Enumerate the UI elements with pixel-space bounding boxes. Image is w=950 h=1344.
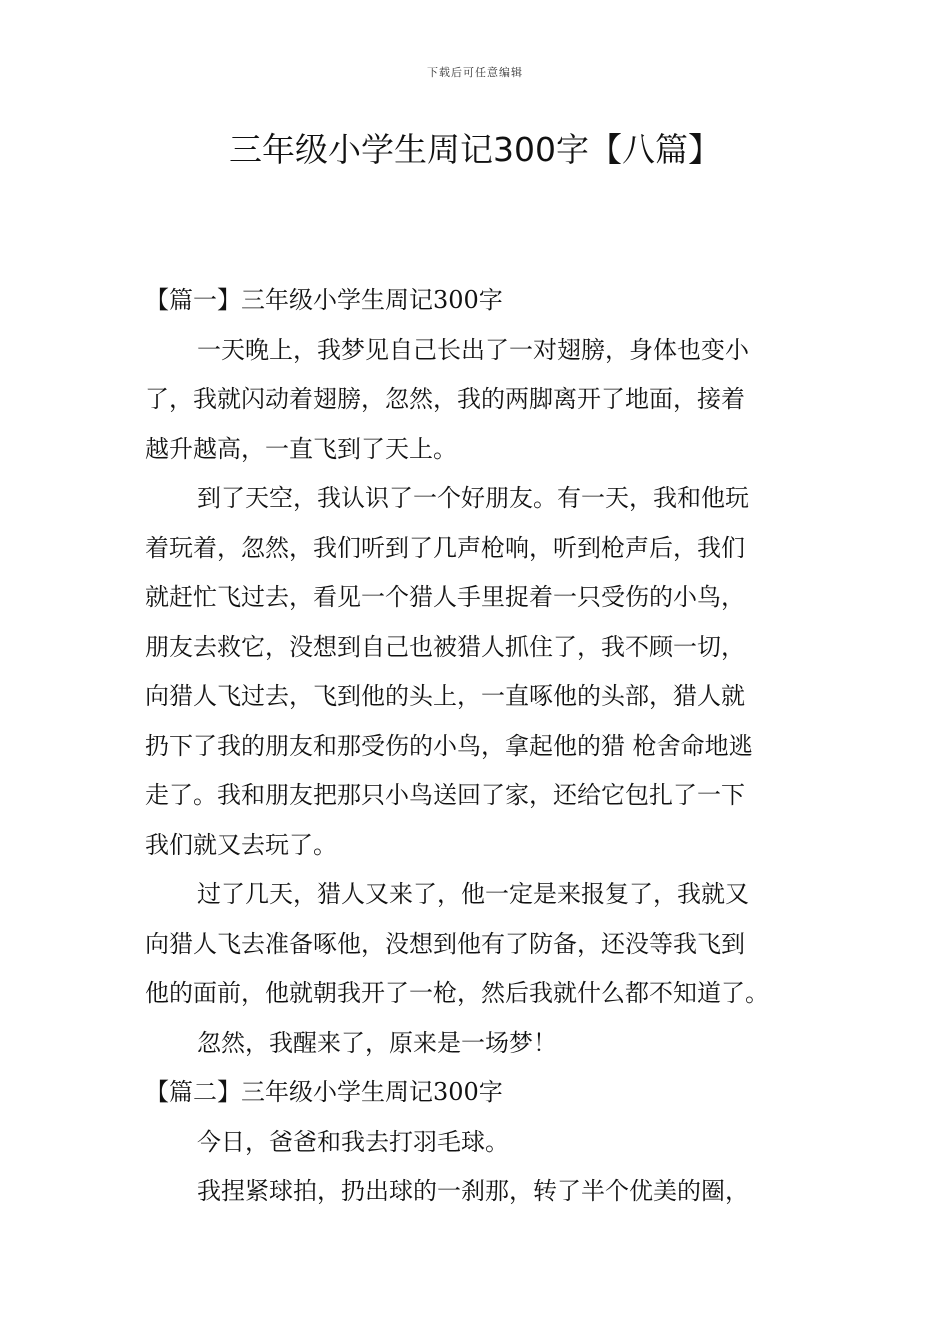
text-line: 越升越高，一直飞到了天上。 <box>145 434 457 463</box>
paragraph <box>145 1019 810 1069</box>
paragraph <box>145 870 810 1019</box>
header-note: 下载后可任意编辑 <box>427 66 523 79</box>
text-line: 我们就又去玩了。 <box>145 830 337 859</box>
text-line: 今日，爸爸和我去打羽毛球。 <box>197 1127 509 1156</box>
text-line: 一天晚上，我梦见自己长出了一对翅膀，身体也变小 <box>197 335 749 364</box>
section-2 <box>145 1068 810 1217</box>
text-line: 向猎人飞去准备啄他，没想到他有了防备，还没等我飞到 <box>145 929 745 958</box>
text-line: 朋友去救它，没想到自己也被猎人抓住了，我不顾一切， <box>145 632 745 661</box>
document-title: 三年级小学生周记300字【八篇】 <box>229 130 721 169</box>
paragraph <box>145 1118 810 1168</box>
paragraph <box>145 326 810 475</box>
text-line: 忽然，我醒来了，原来是一场梦！ <box>197 1028 557 1057</box>
text-line: 走了。我和朋友把那只小鸟送回了家，还给它包扎了一下 <box>145 781 745 809</box>
text-line: 到了天空，我认识了一个好朋友。有一天，我和他玩 <box>197 484 749 512</box>
text-line: 我捏紧球拍，扔出球的一刹那，转了半个优美的圈， <box>197 1177 749 1205</box>
text-line: 就赶忙飞过去，看见一个猎人手里捉着一只受伤的小鸟， <box>145 583 745 611</box>
text-line: 了，我就闪动着翅膀，忽然，我的两脚离开了地面，接着 <box>145 385 745 413</box>
text-line: 他的面前，他就朝我开了一枪，然后我就什么都不知道了。 <box>145 979 769 1007</box>
section-heading: 【篇二】三年级小学生周记300字 <box>145 1078 503 1106</box>
text-line: 着玩着，忽然，我们听到了几声枪响，听到枪声后，我们 <box>145 533 745 562</box>
text-line: 扔下了我的朋友和那受伤的小鸟，拿起他的猎 枪舍命地逃 <box>145 731 753 760</box>
text-line: 过了几天，猎人又来了，他一定是来报复了，我就又 <box>197 880 749 908</box>
section-heading: 【篇一】三年级小学生周记300字 <box>145 286 503 314</box>
document-body <box>145 276 810 1217</box>
text-line: 向猎人飞过去，飞到他的头上，一直啄他的头部，猎人就 <box>145 682 745 710</box>
paragraph <box>145 1167 810 1217</box>
paragraph <box>145 474 810 870</box>
section-1 <box>145 276 810 1068</box>
